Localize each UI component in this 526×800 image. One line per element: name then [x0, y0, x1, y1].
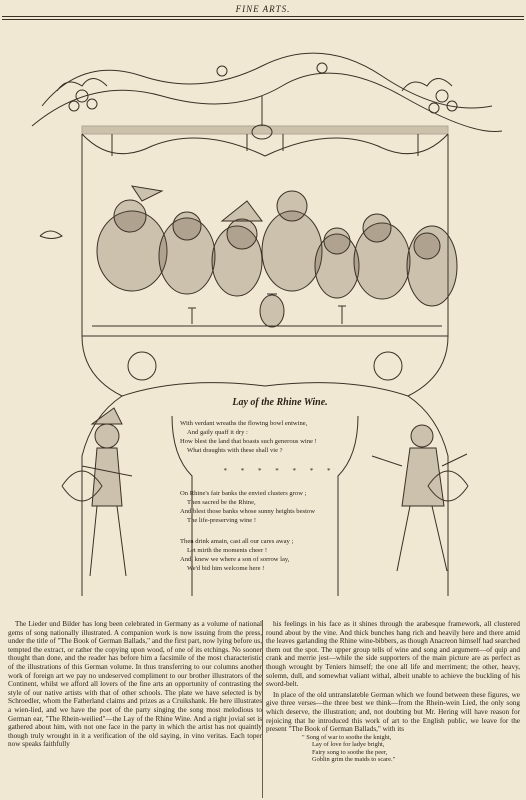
poem-line: Then sacred be the Rhine, [187, 498, 256, 506]
article-paragraph: his feelings in his face as it shines through the arabesque framework, all clustered round about by the vine. And thick bunches hang rich and heavily here and there amid the leaves garlanding the Rhine wine-bibbers, as though Anacreon himself had searched them out the spot. The upper group tells of wine and song and argument—of quip and crank and merrie jest—while the side supporters of the main picture are as perfect as though wrought by Teniers himself; the one all life and merriment; the other, heavy, solemn, dull, and somewhat valiant withal, albeit unable to achieve the buckling of his sword-belt. [266, 620, 520, 689]
article-body [8, 620, 520, 798]
stanza-1 [180, 419, 380, 455]
article-column-left [8, 620, 262, 749]
poem-line: What draughts with these shall vie ? [187, 447, 283, 455]
poem-line: How blest the land that boasts such generous wine ! [180, 438, 317, 446]
poem-line: On Rhine's fair banks the envied clusters grow ; [180, 489, 307, 497]
stanza-2 [180, 489, 380, 525]
poem-block [180, 398, 380, 585]
quoted-verse [302, 734, 520, 764]
verse-line: Fairy song to soothe the peer, [312, 748, 388, 756]
left-figure [82, 408, 132, 576]
running-head: FINE ARTS. [235, 4, 291, 14]
table-and-jugs [82, 294, 448, 336]
poem-title: Lay of the Rhine Wine. [232, 397, 328, 408]
right-figure [372, 425, 467, 571]
poem-line: And gaily quaff it dry : [187, 429, 248, 437]
bird [40, 231, 62, 239]
stanza-separator: * * * * * * * [223, 467, 337, 476]
verse-line: Lay of love for ladye bright, [312, 741, 385, 749]
poem-line: We'd bid him welcome here ! [187, 565, 265, 573]
column-divider [262, 620, 263, 798]
poem-line: And blest those banks whose sunny heights bestow [180, 507, 315, 515]
article-paragraph: The Lieder und Bilder has long been celebrated in Germany as a volume of national gems of song nationally illustrated. A companion work is now issuing from the press, under the title of "The Book of German Ballads," and the first part, now lying before us, tempted the extract, or rather the copying upon wood, of one of its etchings. No sooner thought than done, and the reader has before him a facsimile of the most characteristic of the illustrations of this German volume. In thus transferring to our columns another work of foreign art we pay no undeserved compliment to our brother illustrators of the Continent, whilst we afford all lovers of the fine arts an opportunity of contrasting the style of our native artists with that of other schools. The plate we have selected is by Schroedler, whom the Fatherland claims and prizes as a Cruikshank. He here illustrates a wien-lied, and we have the poet of the party singing the song most melodious to German ear, "The Rhein-weilied"—the Lay of the Rhine Wine. And a right jovial set is gathered about him, with not one face in the party in which the artist has not quaintly though truly wrought in it a verification of the old saying, in vino veritas. Each toper now speaks faithfully [8, 620, 262, 749]
poem-line: And, knew we where a son of sorrow lay, [180, 556, 290, 564]
stanza-3 [180, 537, 380, 573]
carousing-figures [97, 186, 457, 306]
verse-line: " Song of war to soothe the knight, [302, 733, 392, 741]
poem-line: The life-preserving wine ! [187, 516, 257, 524]
vine-canopy [32, 53, 502, 131]
verse-line: Goblin grim the maids to scare." [312, 755, 396, 763]
header-rule-2 [2, 19, 524, 20]
poem-line: With verdant wreaths the flowing bowl entwine, [180, 420, 308, 428]
poem-line: Let mirth the moments cheer ! [187, 547, 268, 555]
article-column-right [266, 620, 520, 763]
header-rule [2, 16, 524, 17]
poem-line: Then drink amain, cast all our cares away ; [180, 537, 294, 545]
article-paragraph: In place of the old untranslateble German which we found between these figures, we give three verses—the three best we think—from the Rhein-wein Lied, the only song which deserve, the illustration; and, not doubting but Mr. Hering will have reason for rejoicing that he introduced this work of art to the English public, we leave for the present "The Book of German Ballads," with its [266, 690, 520, 734]
